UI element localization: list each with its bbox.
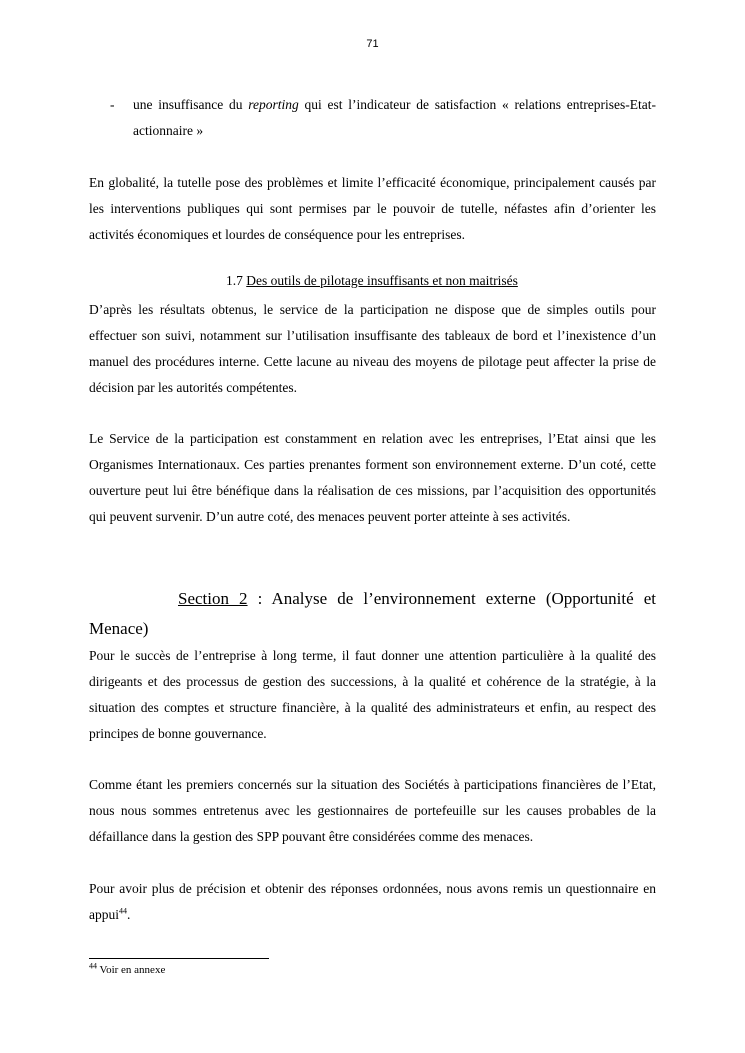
footnote-text: Voir en annexe <box>97 964 166 976</box>
footnote <box>89 961 166 976</box>
paragraph-premiers-concernes: Comme étant les premiers concernés sur la situation des Sociétés à participations financières de l’Etat, nous nous sommes entretenus avec les gestionnaires de portefeuille sur les causes probables de la défaillance dans la gestion des SPP pouvant être considérées comme des menaces. <box>89 777 656 844</box>
paragraph-questionnaire <box>89 876 656 928</box>
page-number: 71 <box>366 38 379 50</box>
footnote-number: 44 <box>89 961 97 971</box>
section-label: Section 2 <box>178 589 248 608</box>
bullet-marker: - <box>110 97 115 112</box>
bullet-text-after: qui est l’indicateur de satisfaction « relations entreprises-Etat-actionnaire » <box>133 97 656 138</box>
questionnaire-end: . <box>127 907 131 922</box>
footnote-rule <box>89 958 269 959</box>
subheading-title: Des outils de pilotage insuffisants et non maitrisés <box>246 273 518 288</box>
bullet-italic-term: reporting <box>248 97 299 112</box>
bullet-item <box>133 92 656 144</box>
questionnaire-text: Pour avoir plus de précision et obtenir des réponses ordonnées, nous avons remis un questionnaire en appui <box>89 881 656 922</box>
paragraph-succes: Pour le succès de l’entreprise à long terme, il faut donner une attention particulière à la qualité des dirigeants et des processus de gestion des successions, à la qualité et cohérence de la stratégie, à la situation des comptes et structure financière, à la qualité des administrateurs et enfin, au respect des principes de bonne gouvernance. <box>89 648 656 741</box>
section-title <box>89 584 656 644</box>
paragraph-environnement: Le Service de la participation est constamment en relation avec les entreprises, l’Etat ainsi que les Organismes Internationaux. Ces parties prenantes forment son environnement externe. D’un coté, cette ouverture peut lui être bénéfique dans la réalisation de ces missions, par l’acquisition des opportunités qui peuvent survenir. D’un autre coté, des menaces peuvent porter atteinte à ses activités. <box>89 431 656 524</box>
section-title-rest: : Analyse de l’environnement externe (Opportunité et <box>247 589 656 608</box>
footnote-reference: 44 <box>119 906 127 916</box>
subheading-number: 1.7 <box>226 273 243 288</box>
paragraph-outils: D’après les résultats obtenus, le service de la participation ne dispose que de simples outils pour effectuer son suivi, notamment sur l’utilisation insuffisante des tableaux de bord et l’inexistence d’un manuel des procédures interne. Cette lacune au niveau des moyens de pilotage peut affecter la prise de décision par les autorités compétentes. <box>89 302 656 395</box>
bullet-text-before: une insuffisance du <box>133 97 243 112</box>
section-title-line2: Menace) <box>89 619 149 638</box>
paragraph-tutelle: En globalité, la tutelle pose des problèmes et limite l’efficacité économique, principalement causés par les interventions publiques qui sont permises par le pouvoir de tutelle, néfastes afin d’orienter les activités économiques et lourdes de conséquence pour les entreprises. <box>89 175 656 242</box>
